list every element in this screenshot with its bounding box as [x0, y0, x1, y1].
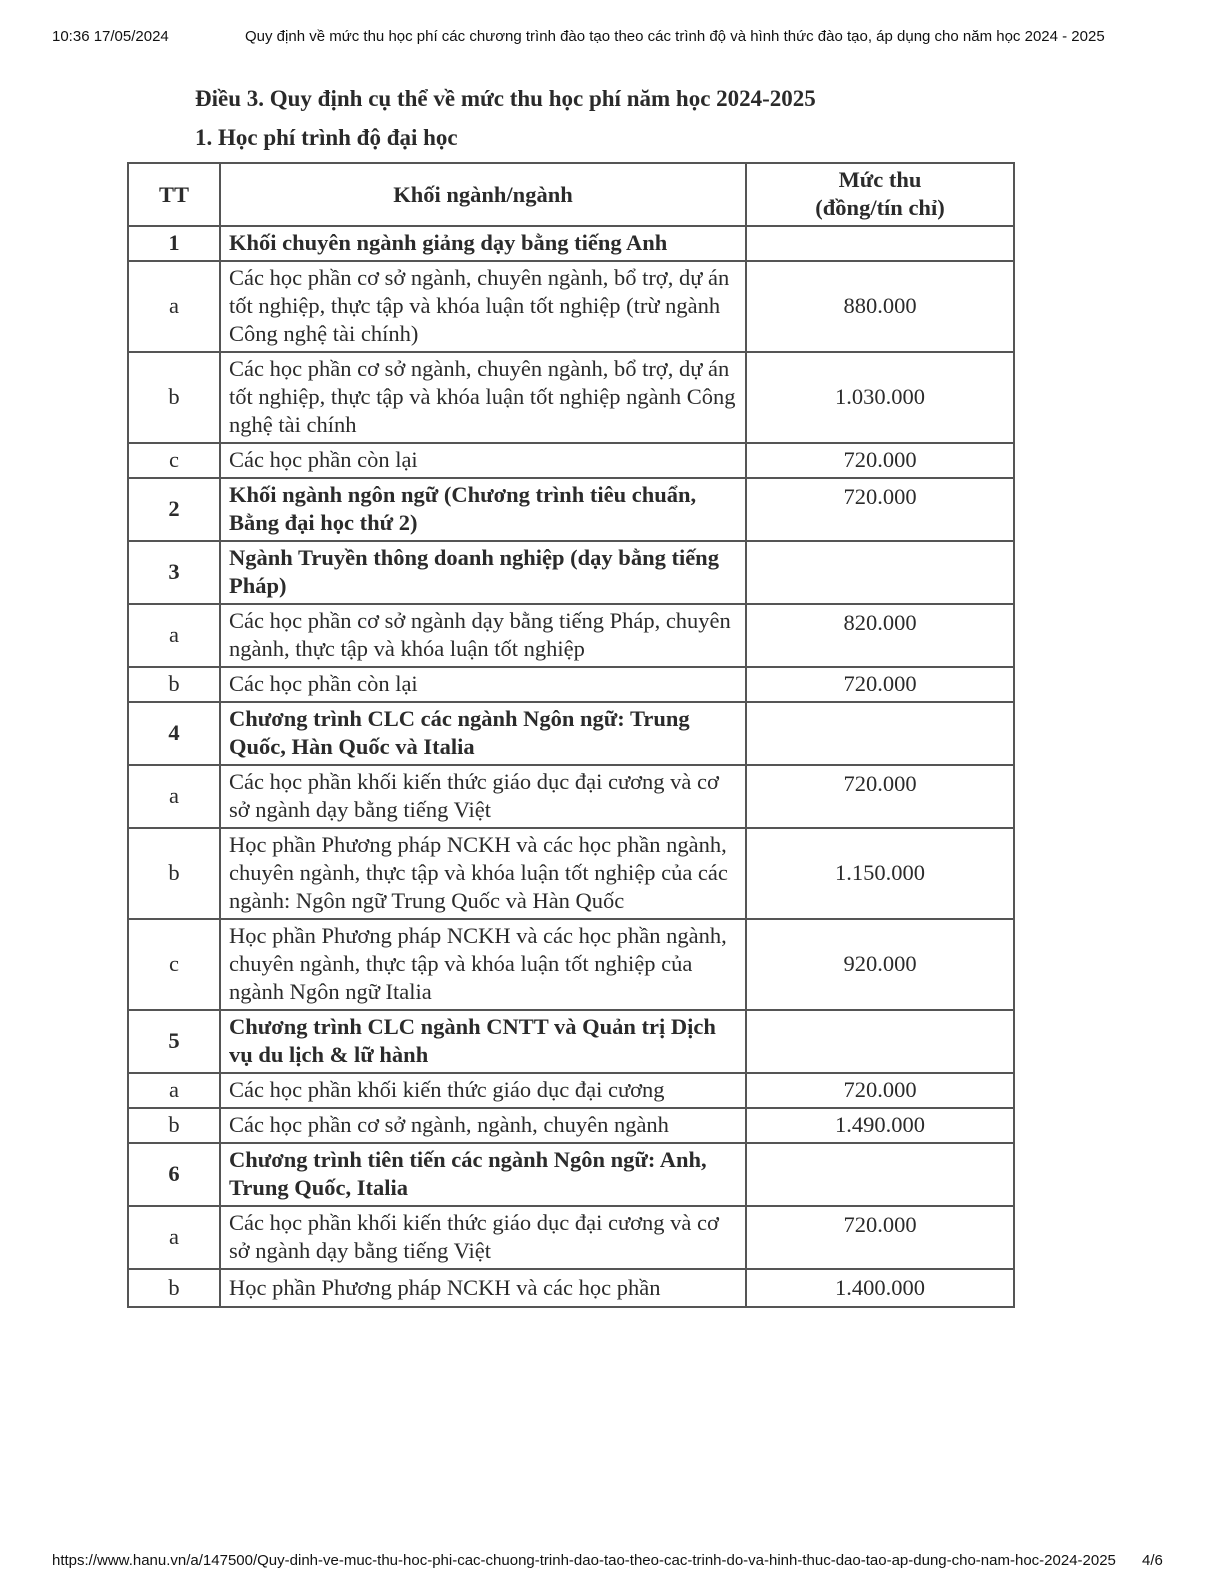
row-name: Các học phần khối kiến thức giáo dục đại cương — [220, 1073, 746, 1108]
row-name: Các học phần cơ sở ngành, chuyên ngành, bổ trợ, dự án tốt nghiệp, thực tập và khóa luận tốt nghiệp (trừ ngành Công nghệ tài chính) — [220, 261, 746, 352]
row-fee — [746, 702, 1014, 765]
table-row — [128, 1073, 1014, 1108]
table-row — [128, 226, 1014, 261]
table-row — [128, 1108, 1014, 1143]
row-name: Chương trình CLC các ngành Ngôn ngữ: Trung Quốc, Hàn Quốc và Italia — [220, 702, 746, 765]
table-row — [128, 702, 1014, 765]
table-row — [128, 667, 1014, 702]
table-header-row — [128, 163, 1014, 226]
row-name: Các học phần còn lại — [220, 667, 746, 702]
header-fee — [746, 163, 1014, 226]
table-row — [128, 261, 1014, 352]
row-fee — [746, 541, 1014, 604]
article-heading: Điều 3. Quy định cụ thể về mức thu học phí năm học 2024-2025 — [195, 86, 816, 111]
row-tt: 2 — [128, 478, 220, 541]
row-tt: b — [128, 1269, 220, 1307]
row-tt: c — [128, 443, 220, 478]
row-tt: 1 — [128, 226, 220, 261]
row-tt: 3 — [128, 541, 220, 604]
table-row — [128, 1143, 1014, 1206]
row-name: Ngành Truyền thông doanh nghiệp (dạy bằng tiếng Pháp) — [220, 541, 746, 604]
header-block: Khối ngành/ngành — [220, 163, 746, 226]
row-name: Khối chuyên ngành giảng dạy bằng tiếng Anh — [220, 226, 746, 261]
row-name: Học phần Phương pháp NCKH và các học phần ngành, chuyên ngành, thực tập và khóa luận tốt nghiệp của các ngành: Ngôn ngữ Trung Quốc và Hàn Quốc — [220, 828, 746, 919]
table-row — [128, 604, 1014, 667]
table-row — [128, 1206, 1014, 1269]
row-fee: 1.490.000 — [746, 1108, 1014, 1143]
page-number: 4/6 — [1142, 1552, 1163, 1569]
row-fee: 720.000 — [746, 667, 1014, 702]
row-tt: b — [128, 352, 220, 443]
row-tt: a — [128, 1073, 220, 1108]
row-tt: 5 — [128, 1010, 220, 1073]
table-row — [128, 1010, 1014, 1073]
row-tt: a — [128, 1206, 220, 1269]
row-fee: 720.000 — [746, 765, 1014, 828]
row-fee: 720.000 — [746, 443, 1014, 478]
table-row — [128, 541, 1014, 604]
row-fee — [746, 1143, 1014, 1206]
table-row — [128, 919, 1014, 1010]
row-tt: a — [128, 765, 220, 828]
table-row — [128, 765, 1014, 828]
table-row — [128, 828, 1014, 919]
row-fee: 720.000 — [746, 478, 1014, 541]
row-name: Các học phần khối kiến thức giáo dục đại cương và cơ sở ngành dạy bằng tiếng Việt — [220, 765, 746, 828]
header-fee-line2: (đồng/tín chỉ) — [815, 195, 945, 220]
row-tt: c — [128, 919, 220, 1010]
row-fee: 1.150.000 — [746, 828, 1014, 919]
row-name: Học phần Phương pháp NCKH và các học phần ngành, chuyên ngành, thực tập và khóa luận tốt nghiệp của ngành Ngôn ngữ Italia — [220, 919, 746, 1010]
print-page-title: Quy định về mức thu học phí các chương trình đào tạo theo các trình độ và hình thức đào tạo, áp dụng cho năm học 2024 - 2025 — [245, 28, 1105, 45]
row-name: Các học phần cơ sở ngành, chuyên ngành, bổ trợ, dự án tốt nghiệp, thực tập và khóa luận tốt nghiệp ngành Công nghệ tài chính — [220, 352, 746, 443]
section-heading: 1. Học phí trình độ đại học — [195, 125, 458, 150]
row-fee: 820.000 — [746, 604, 1014, 667]
tuition-fee-table — [127, 162, 1015, 1308]
page-url: https://www.hanu.vn/a/147500/Quy-dinh-ve-muc-thu-hoc-phi-cac-chuong-trinh-dao-tao-theo-cac-trinh-do-va-hinh-thuc-dao-tao-ap-dung-cho-nam-hoc-2024-2025 — [52, 1552, 1116, 1569]
row-tt: 6 — [128, 1143, 220, 1206]
row-fee — [746, 1010, 1014, 1073]
row-tt: b — [128, 667, 220, 702]
row-fee: 880.000 — [746, 261, 1014, 352]
row-name: Các học phần cơ sở ngành, ngành, chuyên ngành — [220, 1108, 746, 1143]
row-tt: a — [128, 261, 220, 352]
print-footer — [0, 1548, 1224, 1578]
row-name: Các học phần khối kiến thức giáo dục đại cương và cơ sở ngành dạy bằng tiếng Việt — [220, 1206, 746, 1269]
row-name: Các học phần còn lại — [220, 443, 746, 478]
row-name: Các học phần cơ sở ngành dạy bằng tiếng Pháp, chuyên ngành, thực tập và khóa luận tốt nghiệp — [220, 604, 746, 667]
row-name: Chương trình tiên tiến các ngành Ngôn ngữ: Anh, Trung Quốc, Italia — [220, 1143, 746, 1206]
row-fee — [746, 226, 1014, 261]
row-tt: a — [128, 604, 220, 667]
row-tt: b — [128, 1108, 220, 1143]
row-name: Khối ngành ngôn ngữ (Chương trình tiêu chuẩn, Bằng đại học thứ 2) — [220, 478, 746, 541]
row-tt: b — [128, 828, 220, 919]
header-tt: TT — [128, 163, 220, 226]
row-tt: 4 — [128, 702, 220, 765]
row-name: Học phần Phương pháp NCKH và các học phần — [220, 1269, 746, 1307]
table-row — [128, 443, 1014, 478]
row-fee: 720.000 — [746, 1073, 1014, 1108]
table-row — [128, 352, 1014, 443]
row-name: Chương trình CLC ngành CNTT và Quản trị Dịch vụ du lịch & lữ hành — [220, 1010, 746, 1073]
row-fee: 720.000 — [746, 1206, 1014, 1269]
row-fee: 920.000 — [746, 919, 1014, 1010]
row-fee: 1.400.000 — [746, 1269, 1014, 1307]
print-timestamp: 10:36 17/05/2024 — [52, 28, 169, 45]
row-fee: 1.030.000 — [746, 352, 1014, 443]
table-row — [128, 478, 1014, 541]
header-fee-line1: Mức thu — [838, 167, 922, 192]
table-row — [128, 1269, 1014, 1307]
